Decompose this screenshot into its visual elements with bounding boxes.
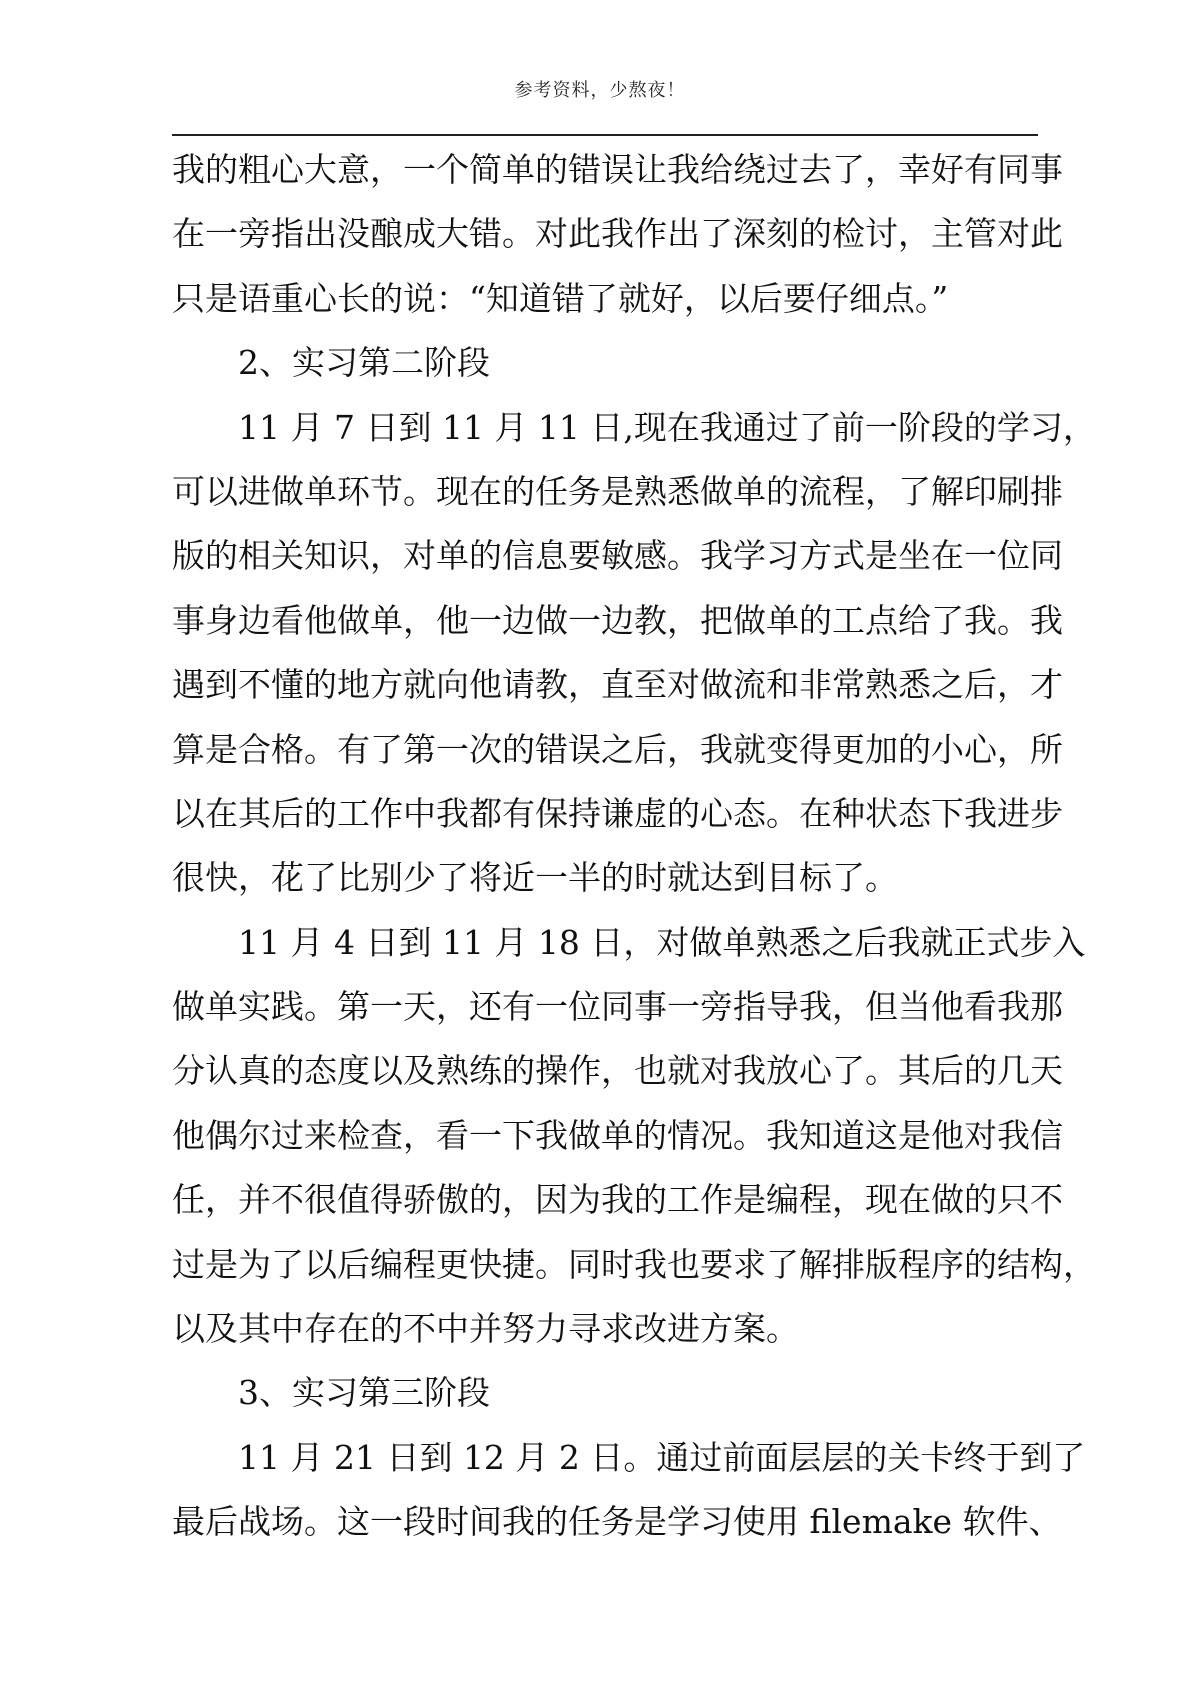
text-line: 事身边看他做单，他一边做一边教，把做单的工点给了我。我 (172, 600, 1063, 640)
text-line: 分认真的态度以及熟练的操作，也就对我放心了。其后的几天 (172, 1051, 1063, 1091)
text-line: 11 月 7 日到 11 月 11 日,现在我通过了前一阶段的学习， (238, 407, 1096, 447)
text-line: 我的粗心大意，一个简单的错误让我给绕过去了，幸好有同事 (172, 150, 1063, 189)
text-line: 最后战场。这一段时间我的任务是学习使用 filemake 软件、 (172, 1502, 1062, 1542)
text-line: 以及其中存在的不中并努力寻求改进方案。 (172, 1309, 799, 1349)
text-line: 遇到不懂的地方就向他请教，直至对做流和非常熟悉之后，才 (172, 665, 1063, 705)
text-line: 11 月 4 日到 11 月 18 日，对做单熟悉之后我就正式步入 (238, 922, 1086, 962)
text-line: 版的相关知识，对单的信息要敏感。我学习方式是坐在一位同 (172, 536, 1063, 576)
text-line: 任，并不很值得骄傲的，因为我的工作是编程，现在做的只不 (172, 1180, 1063, 1220)
section-heading: 3、实习第三阶段 (238, 1373, 490, 1413)
text-line: 做单实践。第一天，还有一位同事一旁指导我，但当他看我那 (172, 987, 1063, 1027)
text-line: 只是语重心长的说：“知道错了就好，以后要仔细点。” (172, 278, 949, 318)
page-header: 参考资料，少熬夜！ (514, 80, 686, 101)
document-body (172, 138, 1096, 1555)
header-divider (172, 134, 1038, 136)
text-line: 他偶尔过来检查，看一下我做单的情况。我知道这是他对我信 (172, 1115, 1063, 1155)
section-heading: 2、实习第二阶段 (238, 343, 490, 383)
text-line: 很快，花了比别少了将近一半的时就达到目标了。 (172, 858, 898, 898)
text-line: 以在其后的工作中我都有保持谦虚的心态。在种状态下我进步 (172, 793, 1063, 833)
text-line: 在一旁指出没酿成大错。对此我作出了深刻的检讨，主管对此 (172, 214, 1063, 254)
text-line: 算是合格。有了第一次的错误之后，我就变得更加的小心，所 (172, 729, 1063, 769)
text-line: 过是为了以后编程更快捷。同时我也要求了解排版程序的结构， (172, 1244, 1096, 1284)
text-line: 可以进做单环节。现在的任务是熟悉做单的流程，了解印刷排 (172, 471, 1063, 511)
text-line: 11 月 21 日到 12 月 2 日。通过前面层层的关卡终于到了 (238, 1437, 1086, 1477)
